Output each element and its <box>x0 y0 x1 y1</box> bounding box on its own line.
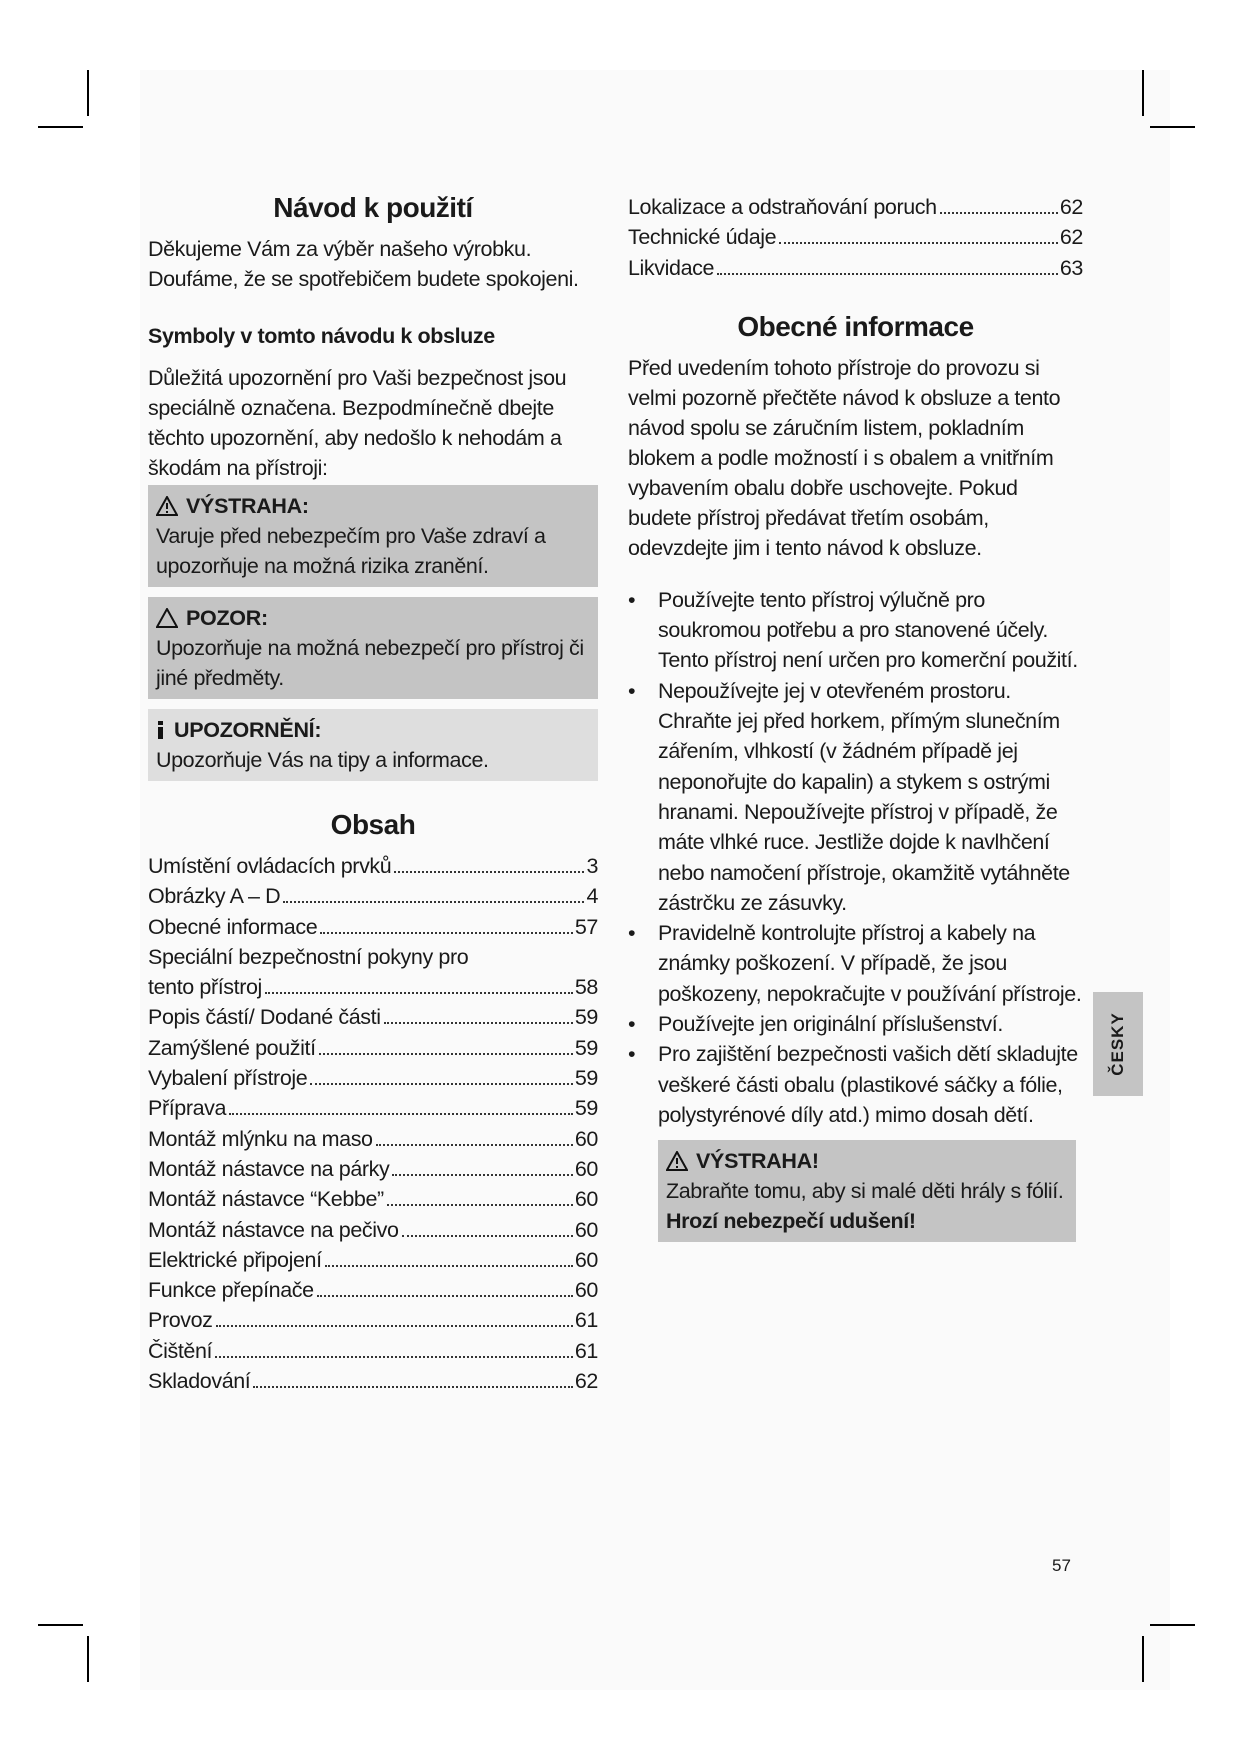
toc-leader-dots <box>310 1083 573 1085</box>
toc-leader-dots <box>392 1174 573 1176</box>
crop-mark <box>1142 1636 1144 1682</box>
symbols-heading: Symboly v tomto návodu k obsluze <box>148 324 495 348</box>
toc-item <box>148 942 598 972</box>
toc-item <box>628 192 1083 222</box>
toc-leader-dots <box>265 992 573 994</box>
warning-triangle-icon <box>666 1151 688 1171</box>
toc-leader-dots <box>229 1113 573 1115</box>
warning-label: VÝSTRAHA: <box>186 494 309 518</box>
toc-item-page: 59 <box>574 1035 598 1060</box>
crop-mark <box>87 70 89 116</box>
toc-item-page: 60 <box>574 1217 598 1242</box>
notice-text: Upozorňuje Vás na tipy a informace. <box>156 748 489 772</box>
toc-item-label: Likvidace <box>628 255 715 280</box>
toc-item <box>148 1093 598 1123</box>
language-tab <box>1093 992 1143 1096</box>
toc-leader-dots <box>283 901 584 903</box>
toc-item <box>148 851 598 881</box>
info-icon <box>156 720 166 740</box>
toc-item-page: 57 <box>574 914 598 939</box>
toc-leader-dots <box>376 1144 573 1146</box>
toc-item-label: Funkce přepínače <box>148 1278 314 1303</box>
toc-leader-dots <box>317 1295 573 1297</box>
toc-item-label: Zamýšlené použití <box>148 1035 316 1060</box>
toc-item-label: Technické údaje <box>628 225 777 250</box>
toc-item-page: 60 <box>574 1156 598 1181</box>
toc-item <box>148 1154 598 1184</box>
toc-item <box>148 1063 598 1093</box>
warning-box-right <box>658 1140 1076 1242</box>
safety-list-item: • Pro zajištění bezpečnosti vašich dětí skladujte veškeré části obalu (plastikové sáčky a fólie, polystyrénové díly atd.) mimo dosah dětí. <box>628 1039 1083 1130</box>
toc-item-label: Speciální bezpečnostní pokyny pro <box>148 944 469 969</box>
caution-box <box>148 597 598 699</box>
safety-list-item: • Nepoužívejte jej v otevřeném prostoru. Chraňte jej před horkem, přímým slunečním zářením, vlhkostí (v žádném případě jej neponořujte do kapalin) a stykem s ostrými hranami. Nepoužívejte přístroj v případě, že máte vlhké ruce. Jestliže dojde k navlhčení nebo namočení přístroje, okamžitě vytáhněte zástrčku ze zásuvky. <box>628 676 1083 918</box>
toc-item-page: 63 <box>1059 255 1083 280</box>
toc-item-label: Montáž mlýnku na maso <box>148 1126 373 1151</box>
warning-box <box>148 485 598 587</box>
table-of-contents <box>148 851 598 1396</box>
toc-item <box>148 1366 598 1396</box>
toc-leader-dots <box>384 1022 573 1024</box>
toc-item-page: 3 <box>586 854 598 878</box>
toc-item <box>148 1245 598 1275</box>
general-info-text: Před uvedením tohoto přístroje do provozu si velmi pozorně přečtěte návod k obsluze a tento návod spolu se záručním listem, pokladním blokem a podle možností i s obalem a vnitřním vybavením obalu dobře uschovejte. Pokud budete přístroj předávat třetím osobám, odevzdejte jim i tento návod k obsluze. <box>628 355 1061 560</box>
notice-label: UPOZORNĚNÍ: <box>174 718 322 742</box>
toc-item-label: Skladování <box>148 1369 251 1394</box>
toc-item <box>148 1033 598 1063</box>
toc-leader-dots <box>325 1265 573 1267</box>
toc-item <box>628 253 1083 283</box>
toc-item-label: tento přístroj <box>148 975 262 1000</box>
warning-label: VÝSTRAHA! <box>696 1149 819 1174</box>
toc-item <box>148 1124 598 1154</box>
warning-triangle-icon <box>156 496 178 516</box>
toc-item <box>148 1002 598 1032</box>
toc-item <box>148 1305 598 1335</box>
toc-item-page: 62 <box>1059 195 1083 219</box>
toc-item-label: Čištění <box>148 1338 213 1363</box>
toc-item-page: 60 <box>574 1247 598 1272</box>
toc-leader-dots <box>319 1053 573 1055</box>
warning-text: Varuje před nebezpečím pro Vaše zdraví a upozorňuje na možná rizika zranění. <box>156 524 546 578</box>
toc-item <box>628 222 1083 252</box>
toc-item-page: 59 <box>574 1096 598 1121</box>
toc-item-label: Umístění ovládacích prvků <box>148 854 392 878</box>
toc-item <box>148 1184 598 1214</box>
toc-title: Obsah <box>330 809 416 840</box>
toc-item-label: Příprava <box>148 1096 227 1121</box>
toc-item-label: Montáž nástavce “Kebbe” <box>148 1187 384 1212</box>
table-of-contents-continued <box>628 192 1083 283</box>
caution-label: POZOR: <box>186 606 268 630</box>
toc-item-page: 62 <box>574 1369 598 1394</box>
toc-item-label: Obecné informace <box>148 914 318 939</box>
crop-mark <box>38 1624 83 1626</box>
toc-item-label: Provoz <box>148 1308 213 1333</box>
toc-leader-dots <box>216 1325 573 1327</box>
toc-item-page: 58 <box>574 975 598 1000</box>
crop-mark <box>1150 1624 1195 1626</box>
toc-leader-dots <box>717 273 1058 275</box>
toc-leader-dots <box>779 242 1058 244</box>
toc-item-label: Obrázky A – D <box>148 884 281 909</box>
toc-item <box>148 912 598 942</box>
toc-item-page: 4 <box>586 884 598 909</box>
left-column <box>148 192 598 1396</box>
warning-bold-text: Hrozí nebezpečí udušení! <box>666 1209 916 1234</box>
toc-leader-dots <box>320 932 573 934</box>
safety-list <box>628 585 1083 1130</box>
caution-triangle-icon <box>156 608 178 628</box>
page-number: 57 <box>1052 1556 1071 1575</box>
toc-item-page: 60 <box>574 1126 598 1151</box>
toc-item-label: Montáž nástavce na pečivo <box>148 1217 399 1242</box>
toc-item-page: 61 <box>574 1338 598 1363</box>
symbols-text: Důležitá upozornění pro Vaši bezpečnost jsou speciálně označena. Bezpodmínečně dbejte těchto upozornění, aby nedošlo k nehodám a škodám na přístroji: <box>148 366 567 480</box>
toc-leader-dots <box>940 212 1058 214</box>
manual-title: Návod k použití <box>273 192 473 223</box>
toc-leader-dots <box>394 871 584 873</box>
toc-leader-dots <box>215 1356 573 1358</box>
crop-mark <box>1150 126 1195 128</box>
safety-list-item: • Používejte tento přístroj výlučně pro soukromou potřebu a pro stanovené účely. Tento přístroj není určen pro komerční použití. <box>628 585 1083 676</box>
general-info-title: Obecné informace <box>737 310 974 342</box>
toc-item-label: Montáž nástavce na párky <box>148 1156 390 1181</box>
toc-item-label: Elektrické připojení <box>148 1247 322 1272</box>
toc-item <box>148 881 598 911</box>
caution-text: Upozorňuje na možná nebezpečí pro přístroj či jiné předměty. <box>156 636 584 690</box>
toc-item-page: 60 <box>574 1187 598 1212</box>
language-tab-label: ČESKY <box>1108 1012 1128 1076</box>
toc-item-label: Lokalizace a odstraňování poruch <box>628 195 937 219</box>
toc-item-page: 61 <box>574 1308 598 1333</box>
toc-item <box>148 1336 598 1366</box>
toc-item-page: 59 <box>574 1066 598 1091</box>
toc-leader-dots <box>387 1204 573 1206</box>
toc-leader-dots <box>402 1235 573 1237</box>
warning-text: Zabraňte tomu, aby si malé děti hrály s fólií. <box>666 1179 1064 1204</box>
toc-item-page: 60 <box>574 1278 598 1303</box>
intro-text: Děkujeme Vám za výběr našeho výrobku. Doufáme, že se spotřebičem budete spokojeni. <box>148 237 579 291</box>
toc-item <box>148 1215 598 1245</box>
toc-item <box>148 1275 598 1305</box>
toc-item-label: Popis částí/ Dodané části <box>148 1005 381 1030</box>
toc-item <box>148 972 598 1002</box>
right-column <box>628 192 1083 1252</box>
toc-item-page: 62 <box>1059 225 1083 250</box>
safety-list-item: • Používejte jen originální příslušenství. <box>628 1009 1083 1039</box>
toc-item-page: 59 <box>574 1005 598 1030</box>
toc-leader-dots <box>253 1386 572 1388</box>
notice-box <box>148 709 598 781</box>
toc-item-label: Vybalení přístroje <box>148 1066 308 1091</box>
crop-mark <box>1142 70 1144 116</box>
crop-mark <box>38 126 83 128</box>
crop-mark <box>87 1636 89 1682</box>
safety-list-item: • Pravidelně kontrolujte přístroj a kabely na známky poškození. V případě, že jsou poškozeny, nepokračujte v používání přístroje. <box>628 918 1083 1009</box>
